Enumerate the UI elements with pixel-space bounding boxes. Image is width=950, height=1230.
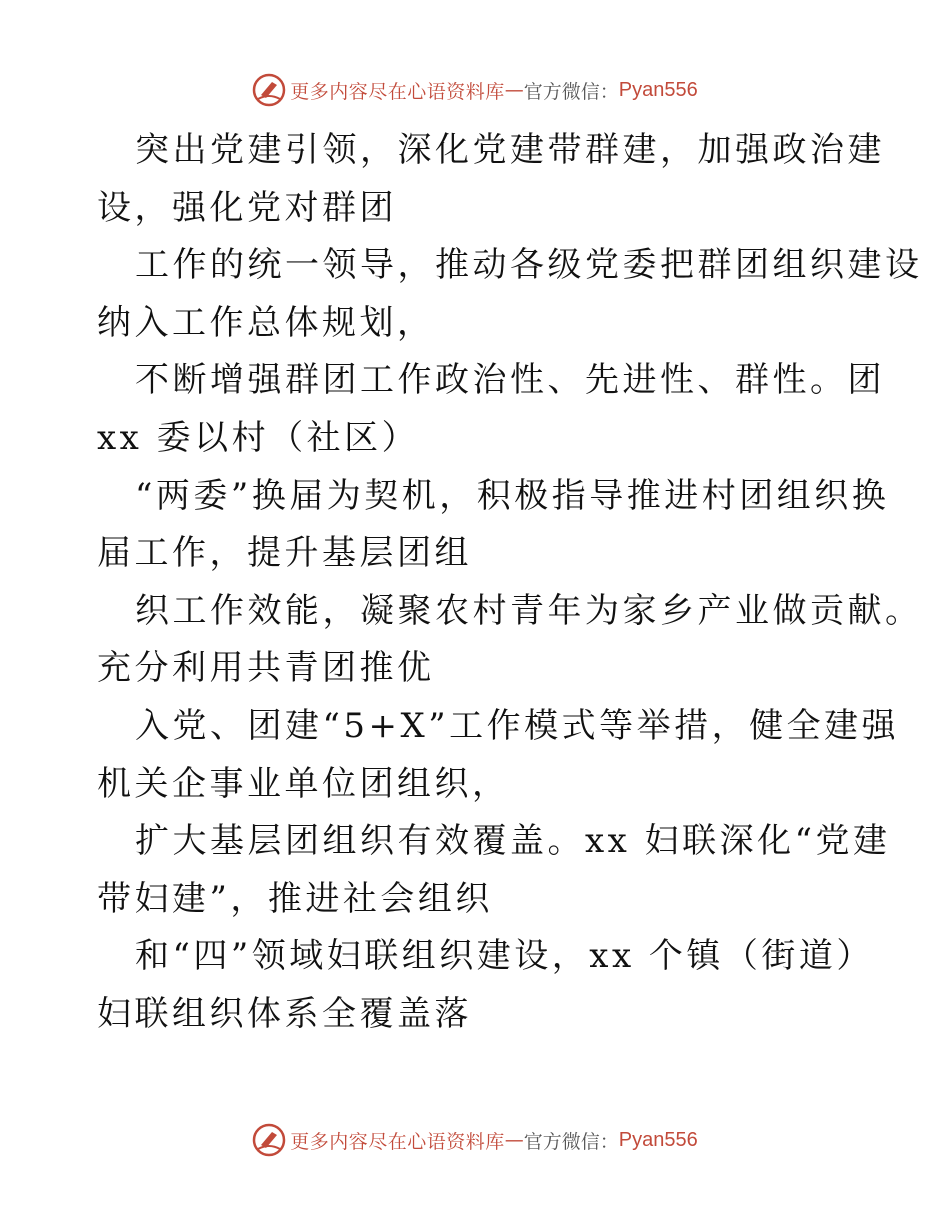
body-line: 工作的统一领导，推动各级党委把群团组织建设: [135, 245, 923, 286]
body-line: 妇联组织体系全覆盖落: [97, 993, 472, 1034]
header-wechat-id: Pyan556: [618, 78, 698, 101]
book-pen-logo-icon: [252, 73, 286, 107]
body-line: 入党、团建“5+X”工作模式等举措，健全建强: [135, 705, 900, 746]
footer-wechat-id: Pyan556: [618, 1128, 698, 1151]
body-line: 和“四”领域妇联组织建设，xx 个镇（街道）: [135, 936, 874, 977]
body-line: 届工作，提升基层团组: [97, 533, 472, 574]
body-line: 不断增强群团工作政治性、先进性、群性。团: [135, 360, 885, 401]
footer-wechat-label: 官方微信：: [523, 1130, 619, 1153]
body-line: 突出党建引领，深化党建带群建，加强政治建: [135, 130, 885, 170]
body-line: 纳入工作总体规划，: [97, 302, 435, 343]
body-line: 带妇建”，推进社会组织: [97, 878, 493, 919]
header-wechat-label: 官方微信：: [523, 80, 619, 103]
footer-banner: [0, 1120, 950, 1160]
header-brand: 更多内容尽在心语资料库: [290, 80, 505, 103]
document-body: [97, 122, 923, 1044]
header-separator: —: [504, 79, 524, 101]
body-line: 扩大基层团组织有效覆盖。xx 妇联深化“党建: [135, 821, 891, 862]
body-line: 设，强化党对群团: [97, 187, 397, 228]
footer-separator: —: [504, 1129, 524, 1151]
body-line: 机关企事业单位团组织，: [97, 763, 510, 804]
body-line: 织工作效能，凝聚农村青年为家乡产业做贡献。: [135, 590, 923, 631]
footer-brand: 更多内容尽在心语资料库: [290, 1130, 505, 1153]
body-line: “两委”换届为契机，积极指导推进村团组织换: [135, 475, 890, 516]
book-pen-logo-icon: [252, 1123, 286, 1157]
header-banner: [0, 70, 950, 110]
body-line: xx 委以村（社区）: [97, 417, 420, 458]
body-line: 充分利用共青团推优: [97, 648, 435, 689]
